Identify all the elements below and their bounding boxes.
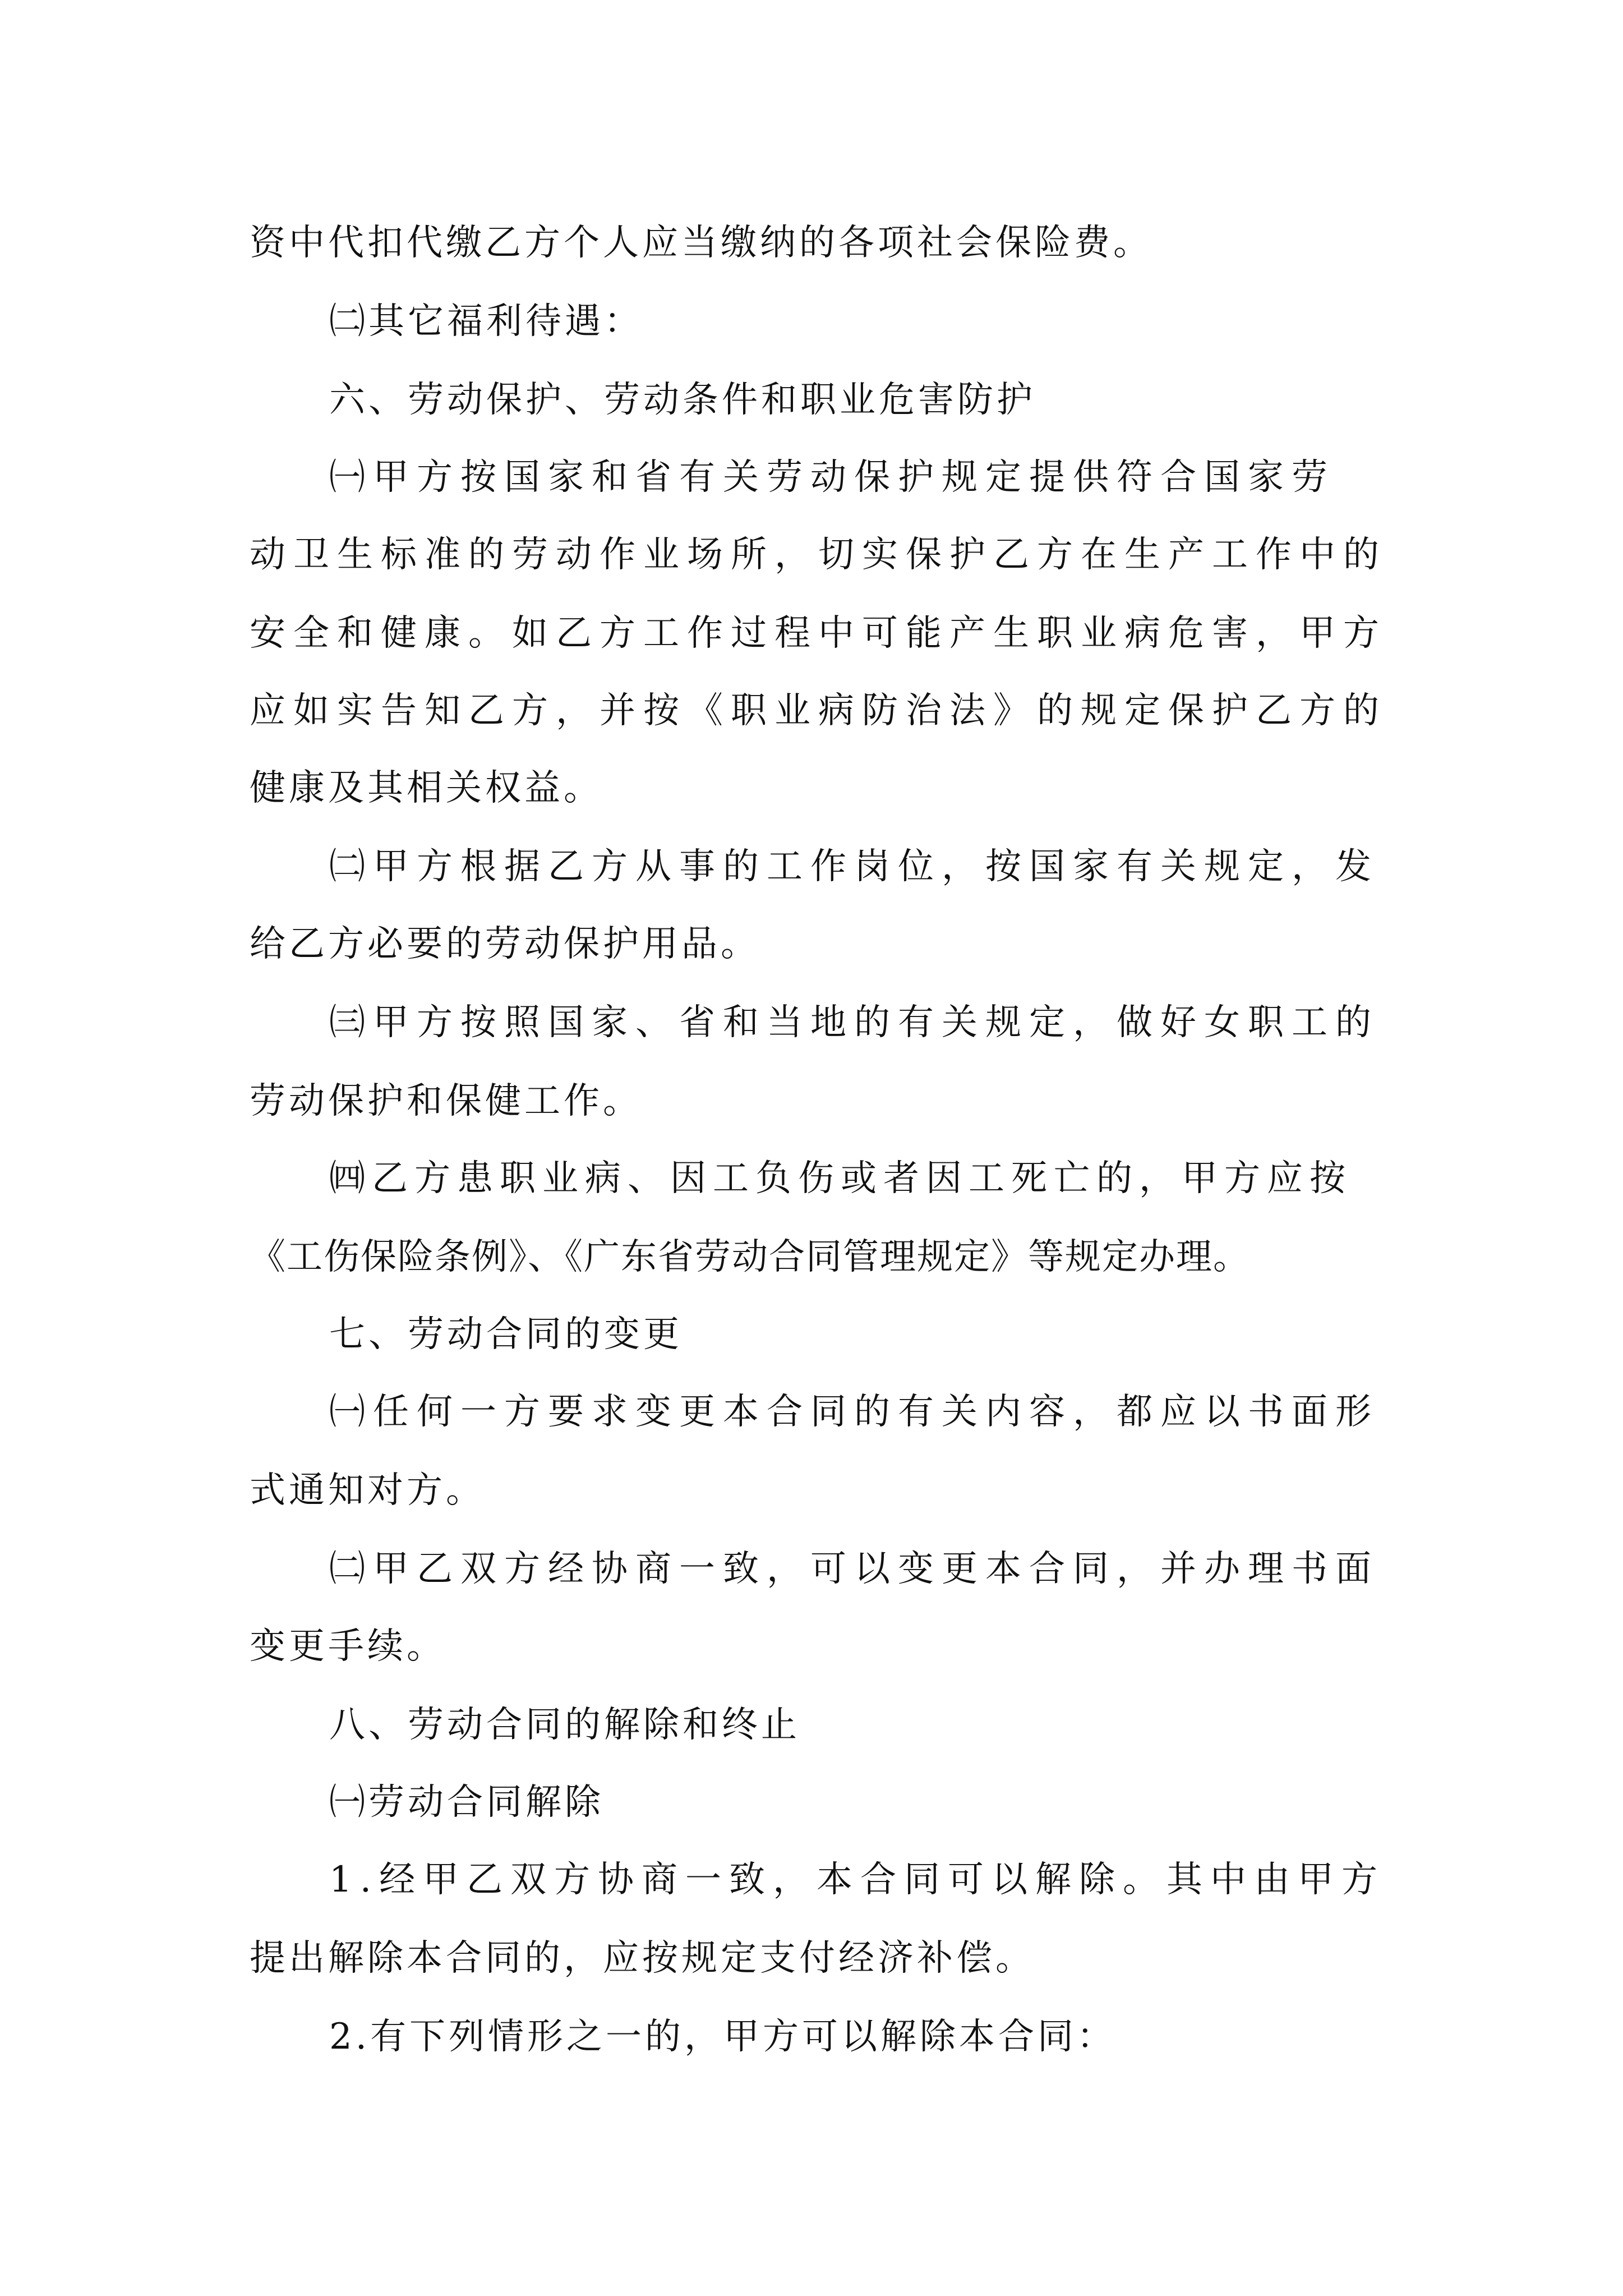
text-line: ㈡甲方根据乙方从事的工作岗位，按国家有关规定，发 bbox=[329, 846, 1379, 887]
text-line: 动卫生标准的劳动作业场所，切实保护乙方在生产工作中的 bbox=[250, 534, 1387, 576]
text-line: 应如实告知乙方，并按《职业病防治法》的规定保护乙方的 bbox=[250, 690, 1387, 731]
text-line: ㈢甲方按照国家、省和当地的有关规定，做好女职工的 bbox=[329, 1002, 1379, 1043]
section-heading: 六、劳动保护、劳动条件和职业危害防护 bbox=[329, 379, 1036, 421]
text-line: 给乙方必要的劳动保护用品。 bbox=[250, 923, 760, 965]
text-line: 健康及其相关权益。 bbox=[250, 767, 603, 809]
section-heading: 八、劳动合同的解除和终止 bbox=[329, 1704, 800, 1746]
text-line: 2.有下列情形之一的，甲方可以解除本合同： bbox=[329, 2016, 1117, 2058]
text-line: ㈠任何一方要求变更本合同的有关内容，都应以书面形 bbox=[329, 1391, 1379, 1433]
text-line: ㈣乙方患职业病、因工负伤或者因工死亡的，甲方应按 bbox=[329, 1158, 1352, 1199]
text-line: ㈡其它福利待遇： bbox=[329, 301, 643, 342]
text-line: 变更手续。 bbox=[250, 1626, 446, 1667]
text-line: 安全和健康。如乙方工作过程中可能产生职业病危害，甲方 bbox=[250, 613, 1387, 654]
text-line: 《工伤保险条例》、《广东省劳动合同管理规定》等规定办理。 bbox=[250, 1236, 1250, 1278]
text-line: 提出解除本合同的，应按规定支付经济补偿。 bbox=[250, 1938, 1035, 1979]
text-line: 式通知对方。 bbox=[250, 1470, 485, 1511]
text-line: 劳动保护和保健工作。 bbox=[250, 1080, 642, 1122]
text-line: ㈡甲乙双方经协商一致，可以变更本合同，并办理书面 bbox=[329, 1548, 1379, 1590]
text-line: ㈠劳动合同解除 bbox=[329, 1782, 604, 1823]
text-line: 1.经甲乙双方协商一致，本合同可以解除。其中由甲方 bbox=[329, 1859, 1386, 1901]
text-line: ㈠甲方按国家和省有关劳动保护规定提供符合国家劳 bbox=[329, 457, 1335, 498]
text-line: 资中代扣代缴乙方个人应当缴纳的各项社会保险费。 bbox=[250, 222, 1152, 264]
section-heading: 七、劳动合同的变更 bbox=[329, 1314, 683, 1355]
